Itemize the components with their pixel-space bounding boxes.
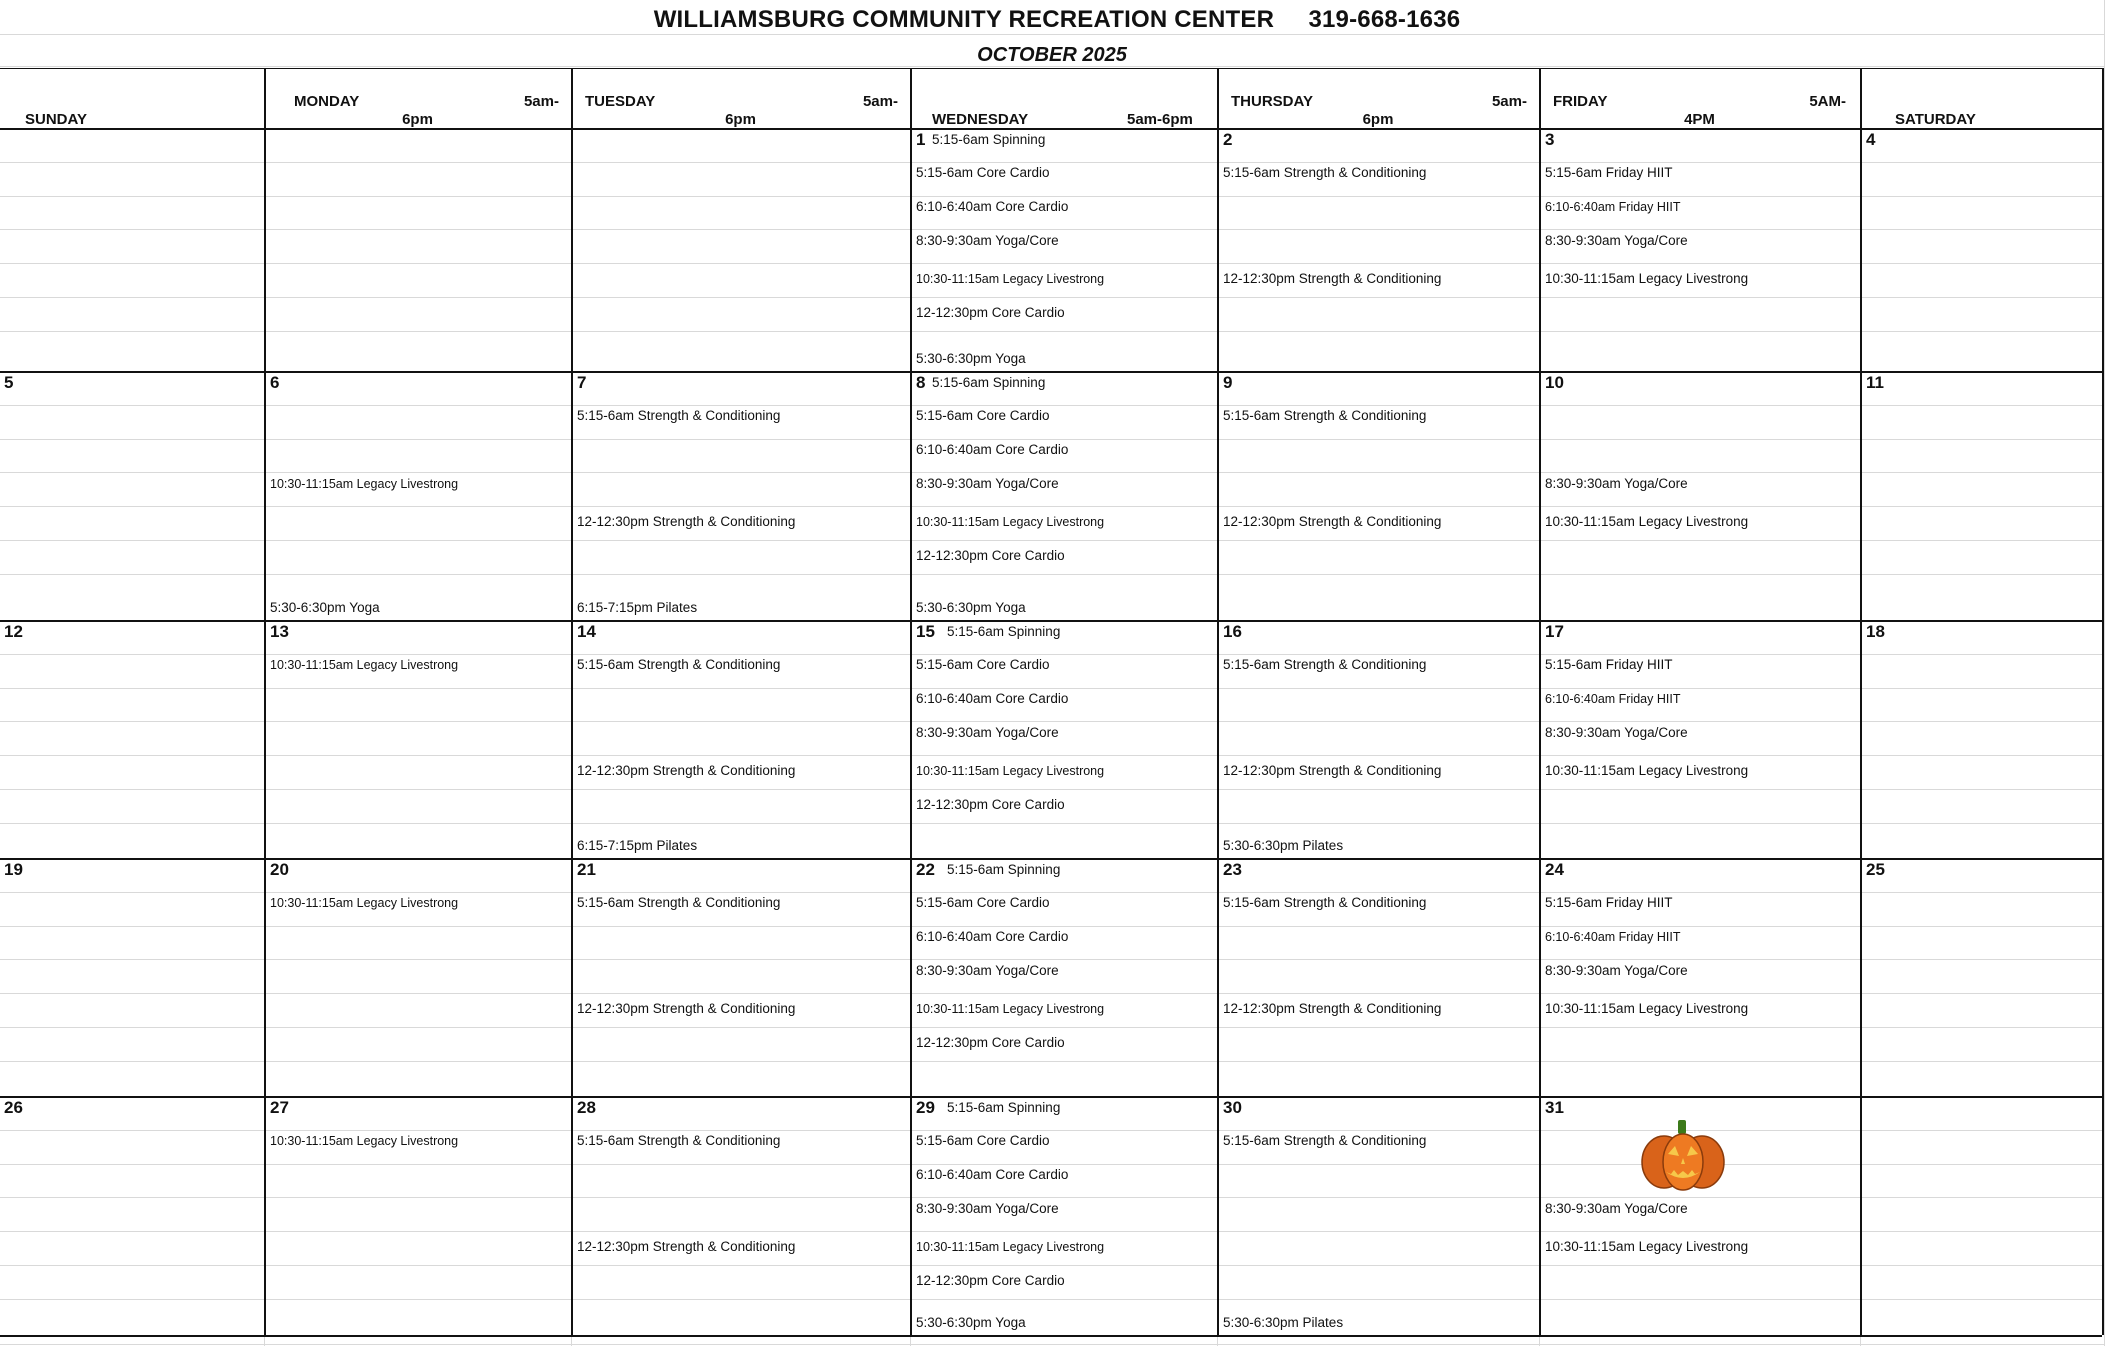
class-entry: 12-12:30pm Strength & Conditioning	[1223, 271, 1442, 286]
day-number: 30	[1223, 1098, 1242, 1117]
day-number: 1	[916, 130, 926, 149]
gridline	[0, 1197, 2104, 1198]
gridline	[0, 1231, 2104, 1232]
class-entry: 5:30-6:30pm Yoga	[916, 1315, 1026, 1330]
class-entry: 10:30-11:15am Legacy Livestrong	[1545, 1001, 1749, 1016]
class-entry: 12-12:30pm Core Cardio	[916, 548, 1065, 563]
day-number: 25	[1866, 860, 1885, 879]
class-entry: 5:15-6am Spinning	[932, 132, 1046, 147]
class-entry: 5:15-6am Strength & Conditioning	[577, 895, 781, 910]
gridline	[0, 755, 2104, 756]
border	[910, 68, 912, 1335]
gridline	[0, 959, 2104, 960]
gridline	[0, 721, 2104, 722]
gridline	[0, 1299, 2104, 1300]
gridline	[910, 1337, 911, 1346]
gridline	[0, 439, 2104, 440]
gridline	[0, 405, 2104, 406]
class-entry: 12-12:30pm Core Cardio	[916, 1035, 1065, 1050]
gridline	[0, 506, 2104, 507]
class-entry: 12-12:30pm Strength & Conditioning	[1223, 514, 1442, 529]
day-hours-end-thursday: 6pm	[1362, 111, 1394, 128]
class-entry: 8:30-9:30am Yoga/Core	[916, 725, 1059, 740]
border	[0, 68, 2102, 69]
day-hours-wednesday: 5am-6pm	[1127, 111, 1193, 128]
day-number: 13	[270, 622, 289, 641]
class-entry: 10:30-11:15am Legacy Livestrong	[916, 1002, 1105, 1016]
day-hours-end-friday: 4PM	[1684, 111, 1715, 128]
class-entry: 12-12:30pm Core Cardio	[916, 305, 1065, 320]
gridline	[0, 1164, 2104, 1165]
class-entry: 10:30-11:15am Legacy Livestrong	[1545, 1239, 1749, 1254]
gridline	[0, 654, 2104, 655]
class-entry: 10:30-11:15am Legacy Livestrong	[916, 1240, 1105, 1254]
class-entry: 5:15-6am Strength & Conditioning	[1223, 657, 1427, 672]
class-entry: 6:10-6:40am Core Cardio	[916, 442, 1069, 457]
class-entry: 10:30-11:15am Legacy Livestrong	[1545, 763, 1749, 778]
gridline	[0, 1265, 2104, 1266]
class-entry: 8:30-9:30am Yoga/Core	[1545, 476, 1688, 491]
gridline	[0, 162, 2104, 163]
day-number: 31	[1545, 1098, 1564, 1117]
class-entry: 8:30-9:30am Yoga/Core	[916, 476, 1059, 491]
day-number: 20	[270, 860, 289, 879]
class-entry: 10:30-11:15am Legacy Livestrong	[270, 477, 459, 491]
class-entry: 5:15-6am Core Cardio	[916, 408, 1050, 423]
day-hours-monday: 5am-	[523, 93, 559, 110]
day-number: 11	[1866, 373, 1884, 392]
day-hours-thursday: 5am-	[1491, 93, 1527, 110]
day-number: 23	[1223, 860, 1242, 879]
class-entry: 5:15-6am Strength & Conditioning	[1223, 165, 1427, 180]
class-entry: 12-12:30pm Strength & Conditioning	[1223, 763, 1442, 778]
day-number: 2	[1223, 130, 1233, 149]
border	[0, 858, 2102, 860]
day-hours-end-monday: 6pm	[402, 111, 433, 128]
class-entry: 12-12:30pm Strength & Conditioning	[1223, 1001, 1442, 1016]
day-number: 19	[4, 860, 23, 879]
class-entry: 6:15-7:15pm Pilates	[577, 600, 698, 615]
class-entry: 5:15-6am Strength & Conditioning	[1223, 408, 1427, 423]
day-number: 28	[577, 1098, 596, 1117]
class-entry: 12-12:30pm Strength & Conditioning	[577, 1239, 796, 1254]
gridline	[0, 892, 2104, 893]
pumpkin-icon	[1638, 1118, 1728, 1192]
border	[0, 1096, 2102, 1098]
day-number: 22	[916, 860, 935, 879]
class-entry: 5:15-6am Strength & Conditioning	[577, 1133, 781, 1148]
class-entry: 5:30-6:30pm Yoga	[916, 600, 1026, 615]
gridline	[0, 993, 2104, 994]
day-number: 18	[1866, 622, 1885, 641]
gridline	[0, 66, 2104, 67]
border	[264, 68, 266, 1335]
gridline	[571, 1337, 572, 1346]
class-entry: 10:30-11:15am Legacy Livestrong	[916, 272, 1105, 286]
gridline	[0, 1130, 2104, 1131]
gridline	[2104, 0, 2105, 1346]
class-entry: 10:30-11:15am Legacy Livestrong	[1545, 514, 1749, 529]
class-entry: 5:15-6am Core Cardio	[916, 1133, 1050, 1148]
day-number: 7	[577, 373, 587, 392]
day-number: 4	[1866, 130, 1876, 149]
class-entry: 5:15-6am Strength & Conditioning	[577, 657, 781, 672]
border	[2102, 68, 2104, 1335]
day-number: 27	[270, 1098, 289, 1117]
day-header-sunday: SUNDAY	[25, 111, 87, 128]
gridline	[0, 688, 2104, 689]
gridline	[264, 1337, 265, 1346]
day-header-tuesday: TUESDAY	[585, 93, 656, 110]
gridline	[0, 472, 2104, 473]
class-entry: 6:10-6:40am Core Cardio	[916, 199, 1069, 214]
class-entry: 12-12:30pm Strength & Conditioning	[577, 1001, 796, 1016]
gridline	[0, 926, 2104, 927]
class-entry: 8:30-9:30am Yoga/Core	[1545, 963, 1688, 978]
gridline	[1539, 1337, 1540, 1346]
border	[1860, 68, 1862, 1335]
class-entry: 12-12:30pm Strength & Conditioning	[577, 514, 796, 529]
day-header-thursday: THURSDAY	[1231, 93, 1313, 110]
border	[1539, 68, 1541, 1335]
month-title: OCTOBER 2025	[977, 44, 1127, 66]
class-entry: 5:30-6:30pm Yoga	[270, 600, 380, 615]
class-entry: 8:30-9:30am Yoga/Core	[916, 233, 1059, 248]
gridline	[1217, 1337, 1218, 1346]
day-number: 24	[1545, 860, 1564, 879]
class-entry: 10:30-11:15am Legacy Livestrong	[916, 515, 1105, 529]
day-header-friday: FRIDAY	[1553, 93, 1608, 110]
border	[0, 1335, 2102, 1337]
day-hours-tuesday: 5am-	[862, 93, 898, 110]
day-number: 14	[577, 622, 596, 641]
class-entry: 5:15-6am Strength & Conditioning	[577, 408, 781, 423]
class-entry: 8:30-9:30am Yoga/Core	[916, 963, 1059, 978]
gridline	[0, 331, 2104, 332]
class-entry: 12-12:30pm Core Cardio	[916, 1273, 1065, 1288]
class-entry: 8:30-9:30am Yoga/Core	[1545, 1201, 1688, 1216]
day-number: 6	[270, 373, 280, 392]
border	[571, 68, 573, 1335]
gridline	[0, 1027, 2104, 1028]
class-entry: 8:30-9:30am Yoga/Core	[1545, 725, 1688, 740]
class-entry: 12-12:30pm Strength & Conditioning	[577, 763, 796, 778]
class-entry: 10:30-11:15am Legacy Livestrong	[270, 896, 459, 910]
day-hours-friday: 5AM-	[1809, 93, 1846, 110]
class-entry: 6:10-6:40am Core Cardio	[916, 691, 1069, 706]
gridline	[0, 229, 2104, 230]
gridline	[0, 789, 2104, 790]
day-header-monday: MONDAY	[294, 93, 360, 110]
gridline	[1860, 1337, 1861, 1346]
class-entry: 6:10-6:40am Core Cardio	[916, 1167, 1069, 1182]
day-number: 26	[4, 1098, 23, 1117]
day-number: 17	[1545, 622, 1564, 641]
class-entry: 5:30-6:30pm Yoga	[916, 351, 1026, 366]
gridline	[0, 574, 2104, 575]
class-entry: 5:30-6:30pm Pilates	[1223, 1315, 1344, 1330]
day-number: 21	[577, 860, 596, 879]
calendar-title: WILLIAMSBURG COMMUNITY RECREATION CENTER 319-668-1636	[653, 6, 1461, 33]
class-entry: 5:15-6am Core Cardio	[916, 165, 1050, 180]
gridline	[0, 540, 2104, 541]
gridline	[0, 263, 2104, 264]
day-number: 29	[916, 1098, 935, 1117]
class-entry: 5:15-6am Spinning	[947, 862, 1061, 877]
class-entry: 6:10-6:40am Friday HIIT	[1545, 200, 1681, 214]
class-entry: 6:10-6:40am Friday HIIT	[1545, 930, 1681, 944]
day-number: 12	[4, 622, 23, 641]
day-header-wednesday: WEDNESDAY	[932, 111, 1029, 128]
day-number: 10	[1545, 373, 1564, 392]
class-entry: 8:30-9:30am Yoga/Core	[916, 1201, 1059, 1216]
gridline	[0, 196, 2104, 197]
day-header-saturday: SATURDAY	[1895, 111, 1976, 128]
border	[1217, 68, 1219, 1335]
class-entry: 12-12:30pm Core Cardio	[916, 797, 1065, 812]
class-entry: 6:15-7:15pm Pilates	[577, 838, 698, 853]
border	[0, 128, 2102, 130]
gridline	[0, 297, 2104, 298]
class-entry: 5:15-6am Friday HIIT	[1545, 165, 1673, 180]
gridline	[0, 34, 2104, 35]
class-entry: 5:15-6am Strength & Conditioning	[1223, 1133, 1427, 1148]
class-entry: 5:30-6:30pm Pilates	[1223, 838, 1344, 853]
class-entry: 5:15-6am Friday HIIT	[1545, 657, 1673, 672]
class-entry: 5:15-6am Core Cardio	[916, 657, 1050, 672]
class-entry: 5:15-6am Core Cardio	[916, 895, 1050, 910]
day-number: 16	[1223, 622, 1242, 641]
class-entry: 6:10-6:40am Friday HIIT	[1545, 692, 1681, 706]
class-entry: 5:15-6am Strength & Conditioning	[1223, 895, 1427, 910]
class-entry: 6:10-6:40am Core Cardio	[916, 929, 1069, 944]
day-number: 9	[1223, 373, 1233, 392]
day-number: 15	[916, 622, 935, 641]
border	[0, 620, 2102, 622]
day-number: 5	[4, 373, 14, 392]
day-number: 8	[916, 373, 926, 392]
class-entry: 10:30-11:15am Legacy Livestrong	[270, 1134, 459, 1148]
class-entry: 10:30-11:15am Legacy Livestrong	[1545, 271, 1749, 286]
gridline	[0, 823, 2104, 824]
day-hours-end-tuesday: 6pm	[725, 111, 756, 128]
class-entry: 5:15-6am Friday HIIT	[1545, 895, 1673, 910]
class-entry: 5:15-6am Spinning	[947, 624, 1061, 639]
day-number: 3	[1545, 130, 1555, 149]
class-entry: 8:30-9:30am Yoga/Core	[1545, 233, 1688, 248]
gridline	[0, 1061, 2104, 1062]
class-entry: 5:15-6am Spinning	[947, 1100, 1061, 1115]
border	[0, 371, 2102, 373]
class-entry: 10:30-11:15am Legacy Livestrong	[916, 764, 1105, 778]
gridline	[0, 1344, 2104, 1345]
class-entry: 5:15-6am Spinning	[932, 375, 1046, 390]
class-entry: 10:30-11:15am Legacy Livestrong	[270, 658, 459, 672]
